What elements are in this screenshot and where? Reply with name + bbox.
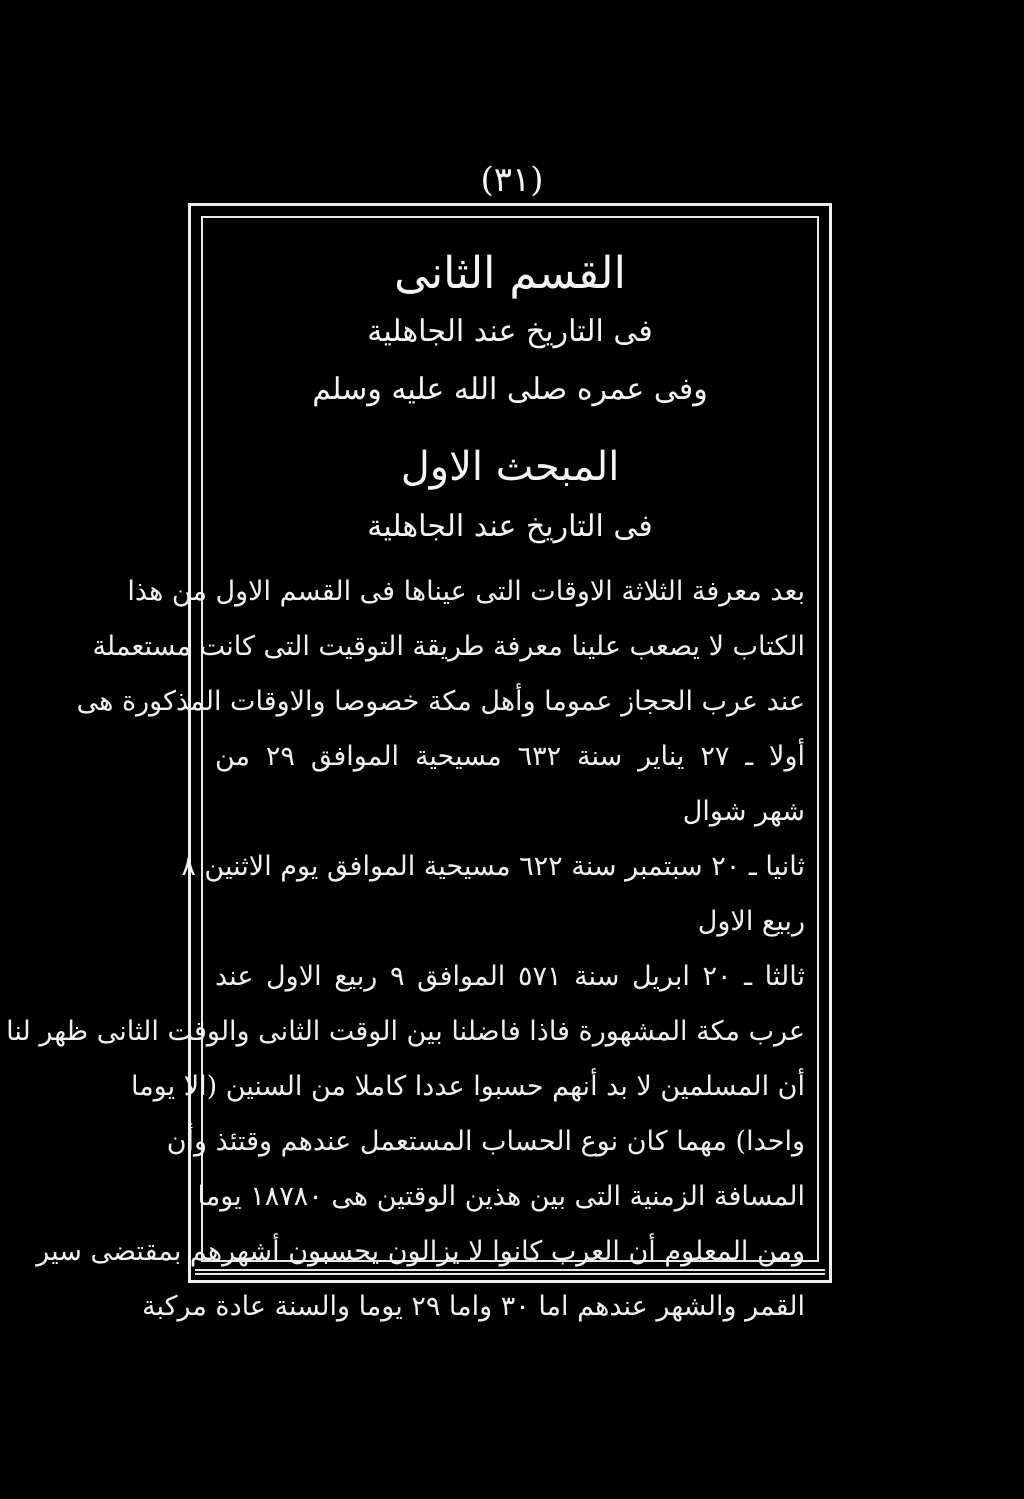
part-title: القسم الثانى (394, 248, 626, 299)
body-line: ثانيا ـ ٢٠ سبتمبر سنة ٦٢٢ مسيحية الموافق يوم الاثنين ٨ (181, 851, 805, 882)
body-line: المسافة الزمنية التى بين هذين الوقتين هى ١٨٧٨٠ يوما (197, 1181, 805, 1212)
part-subtitle: فى التاريخ عند الجاهلية (367, 314, 653, 349)
page-frame (6, 203, 832, 1322)
body-line: الكتاب لا يصعب علينا معرفة طريقة التوقيت التى كانت مستعملة (92, 631, 805, 662)
section-subtitle: فى التاريخ عند الجاهلية (367, 509, 653, 544)
body-line: شهر شوال (682, 796, 805, 827)
body-line: عرب مكة المشهورة فاذا فاضلنا بين الوقت الثانى والوقت الثانى ظهر لنا (6, 1016, 805, 1047)
body-line: أولا ـ ٢٧ يناير سنة ٦٣٢ مسيحية الموافق ٢٩ من (215, 741, 805, 772)
body-line: بعد معرفة الثلاثة الاوقات التى عيناها فى القسم الاول من هذا (127, 576, 805, 607)
page-content (6, 236, 805, 1334)
body-line: أن المسلمين لا بد أنهم حسبوا عددا كاملا من السنين (الا يوما (130, 1071, 805, 1102)
body-line: عند عرب الحجاز عموما وأهل مكة خصوصا والاوقات المذكورة هى (76, 686, 805, 717)
page-number: (٣١) (480, 160, 544, 200)
body-line: ثالثا ـ ٢٠ ابريل سنة ٥٧١ الموافق ٩ ربيع الاول عند (215, 961, 805, 992)
body-line: ربيع الاول (697, 906, 805, 937)
body-line: ومن المعلوم أن العرب كانوا لا يزالون يحسبون أشهرهم بمقتضى سير (36, 1236, 805, 1267)
section-title: المبحث الاول (400, 444, 620, 490)
body-text (6, 564, 805, 1334)
body-line: واحدا) مهما كان نوع الحساب المستعمل عندهم وقتئذ وأن (166, 1126, 805, 1157)
body-line: القمر والشهر عندهم اما ٣٠ واما ٢٩ يوما والسنة عادة مركبة (142, 1291, 805, 1322)
part-subtitle-2: وفى عمره صلى الله عليه وسلم (312, 372, 708, 407)
